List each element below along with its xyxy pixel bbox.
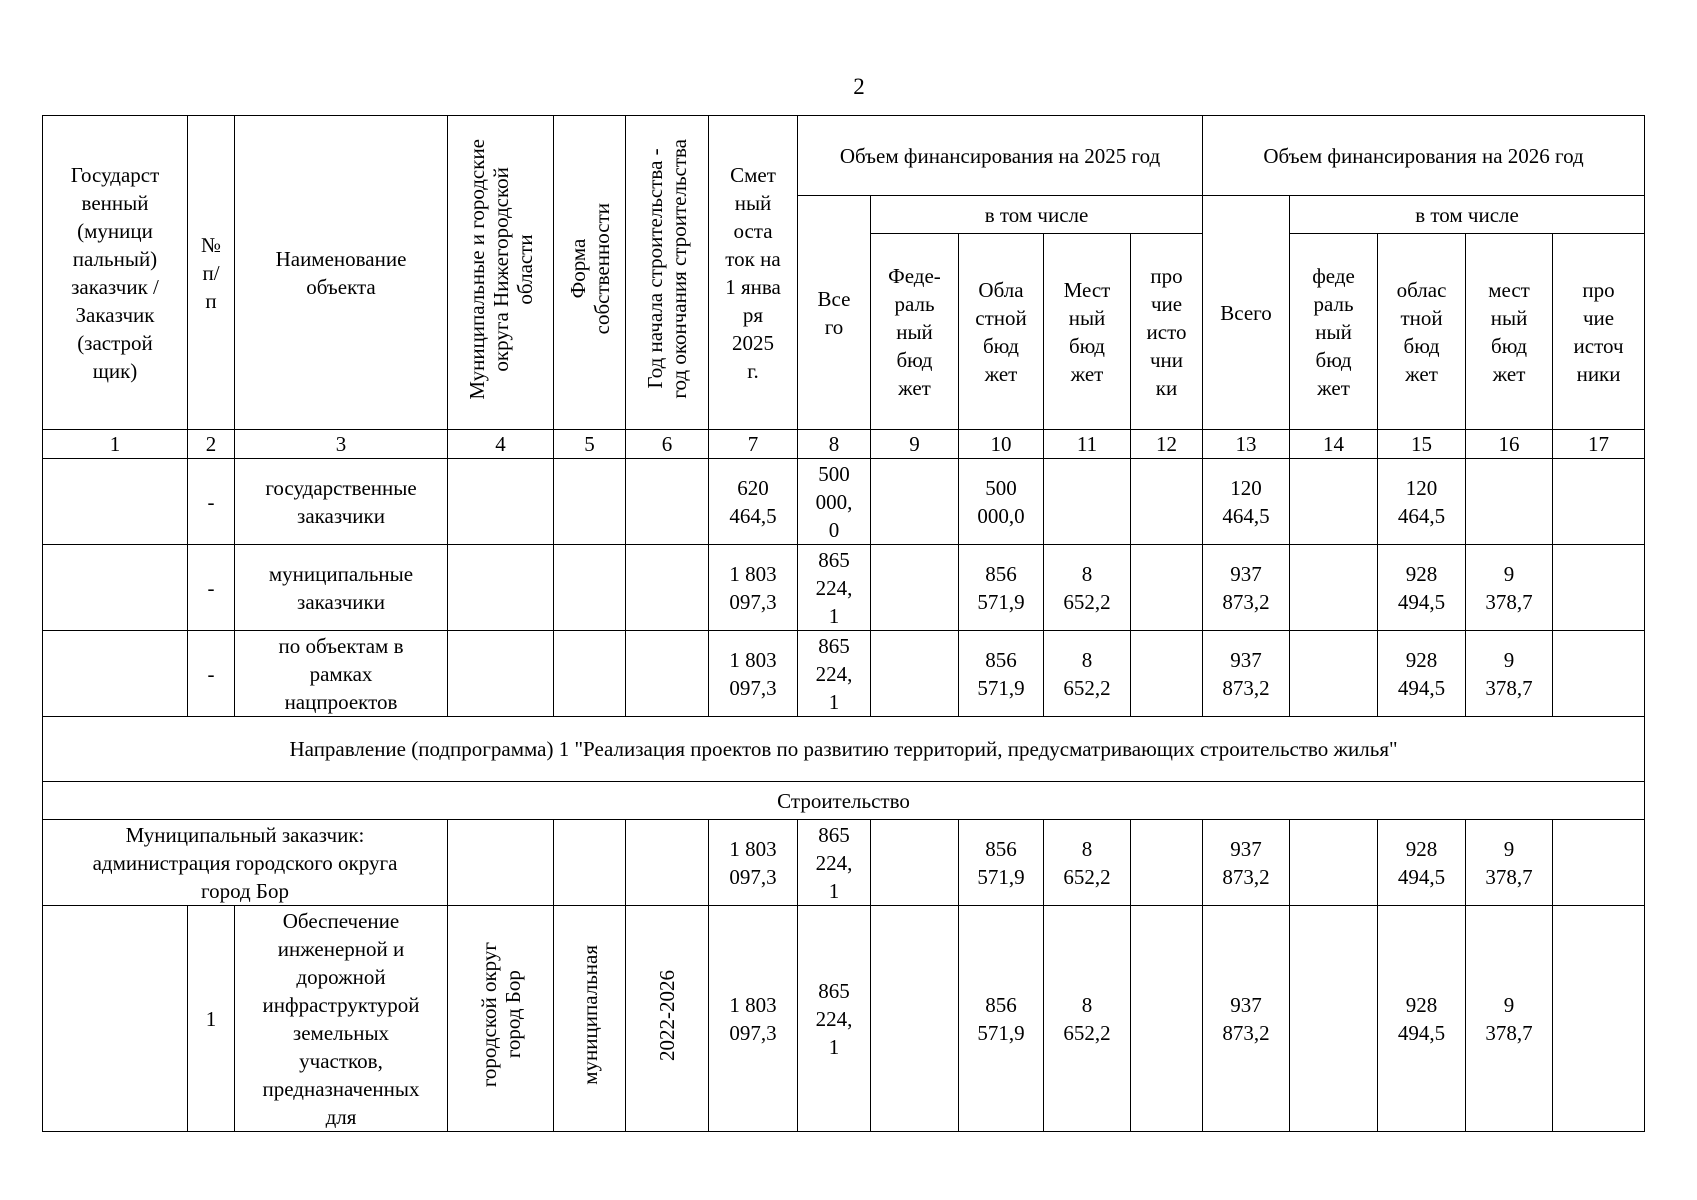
column-number: 9 [871,430,959,459]
regional-2026-value: 928 494,5 [1378,906,1466,1132]
object-row [43,906,1645,1132]
row-dash: - [188,545,235,631]
header-total-2025: Все го [798,196,871,430]
page-number: 2 [853,74,865,99]
object-name: Обеспечение инженерной и дорожной инфраструктурой земельных участков, предназначенных для [235,906,448,1132]
local-2025-value: 8 652,2 [1044,820,1131,906]
total-2025-value: 500 000, 0 [798,459,871,545]
header-other-2026: про чие источ ники [1553,234,1645,430]
local-2025-value: 8 652,2 [1044,631,1131,717]
object-ownership [554,906,626,1132]
object-district-text: городской округ город Бор [476,942,525,1088]
header-federal-2025: Феде- раль ный бюд жет [871,234,959,430]
regional-2025-value: 500 000,0 [959,459,1044,545]
column-number: 11 [1044,430,1131,459]
local-2025-value: 8 652,2 [1044,906,1131,1132]
estimate-value: 1 803 097,3 [709,545,798,631]
financing-table [42,115,1645,1132]
header-fin-2026: Объем финансирования на 2026 год [1203,116,1645,196]
column-number: 17 [1553,430,1645,459]
header-local-2025: Мест ный бюд жет [1044,234,1131,430]
estimate-value: 1 803 097,3 [709,820,798,906]
column-number: 10 [959,430,1044,459]
regional-2025-value: 856 571,9 [959,820,1044,906]
header-including-2025: в том числе [871,196,1203,234]
column-number-row [43,430,1645,459]
column-number: 4 [448,430,554,459]
column-number: 3 [235,430,448,459]
local-2025-value [1044,459,1131,545]
column-number: 8 [798,430,871,459]
customer-row [43,820,1645,906]
header-total-2026: Всего [1203,196,1290,430]
column-number: 16 [1466,430,1553,459]
header-years-text: Год начала строительства - год окончания строительства [643,139,691,399]
header-including-2026: в том числе [1290,196,1645,234]
row-name: государственные заказчики [235,459,448,545]
regional-2026-value: 928 494,5 [1378,820,1466,906]
header-districts-text: Муниципальные и городские округа Нижегородской области [464,138,537,400]
regional-2026-value: 928 494,5 [1378,545,1466,631]
total-2025-value: 865 224, 1 [798,631,871,717]
row-dash: - [188,631,235,717]
total-2026-value: 937 873,2 [1203,545,1290,631]
object-number: 1 [188,906,235,1132]
column-number: 6 [626,430,709,459]
header-regional-2025: Обла стной бюд жет [959,234,1044,430]
total-2025-value: 865 224, 1 [798,906,871,1132]
header-other-2025: про чие исто чни ки [1131,234,1203,430]
estimate-value: 620 464,5 [709,459,798,545]
object-years [626,906,709,1132]
object-ownership-text: муниципальная [577,945,602,1085]
header-ownership [554,116,626,430]
column-number: 15 [1378,430,1466,459]
section-title: Строительство [43,782,1645,820]
direction-title: Направление (подпрограмма) 1 "Реализация проектов по развитию территорий, предусматривающих строительство жилья" [43,717,1645,782]
header-regional-2026: облас тной бюд жет [1378,234,1466,430]
object-years-text: 2022-2026 [655,969,679,1061]
total-2025-value: 865 224, 1 [798,820,871,906]
estimate-value: 1 803 097,3 [709,906,798,1132]
header-districts [448,116,554,430]
regional-2025-value: 856 571,9 [959,545,1044,631]
column-number: 1 [43,430,188,459]
header-number: № п/ п [188,116,235,430]
header-federal-2026: феде раль ный бюд жет [1290,234,1378,430]
regional-2025-value: 856 571,9 [959,906,1044,1132]
header-fin-2025: Объем финансирования на 2025 год [798,116,1203,196]
local-2025-value: 8 652,2 [1044,545,1131,631]
regional-2026-value: 928 494,5 [1378,631,1466,717]
header-estimate: Смет ный оста ток на 1 янва ря 2025 г. [709,116,798,430]
estimate-value: 1 803 097,3 [709,631,798,717]
column-number: 13 [1203,430,1290,459]
local-2026-value [1466,459,1553,545]
regional-2026-value: 120 464,5 [1378,459,1466,545]
row-name: по объектам в рамках нацпроектов [235,631,448,717]
total-2026-value: 937 873,2 [1203,631,1290,717]
customer-name: Муниципальный заказчик: администрация городского округа город Бор [43,820,448,906]
local-2026-value: 9 378,7 [1466,820,1553,906]
header-local-2026: мест ный бюд жет [1466,234,1553,430]
summary-row-municipal [43,545,1645,631]
column-number: 7 [709,430,798,459]
header-object-name: Наименование объекта [235,116,448,430]
total-2026-value: 120 464,5 [1203,459,1290,545]
local-2026-value: 9 378,7 [1466,545,1553,631]
regional-2025-value: 856 571,9 [959,631,1044,717]
total-2026-value: 937 873,2 [1203,906,1290,1132]
row-dash: - [188,459,235,545]
total-2025-value: 865 224, 1 [798,545,871,631]
header-ownership-text: Форма собственности [565,203,614,335]
local-2026-value: 9 378,7 [1466,906,1553,1132]
column-number: 12 [1131,430,1203,459]
column-number: 5 [554,430,626,459]
column-number: 14 [1290,430,1378,459]
local-2026-value: 9 378,7 [1466,631,1553,717]
total-2026-value: 937 873,2 [1203,820,1290,906]
row-name: муниципальные заказчики [235,545,448,631]
column-number: 2 [188,430,235,459]
header-customer: Государст венный (муници пальный) заказчик / Заказчик (застрой щик) [43,116,188,430]
header-years [626,116,709,430]
object-district [448,906,554,1132]
summary-row-state [43,459,1645,545]
summary-row-national-projects [43,631,1645,717]
